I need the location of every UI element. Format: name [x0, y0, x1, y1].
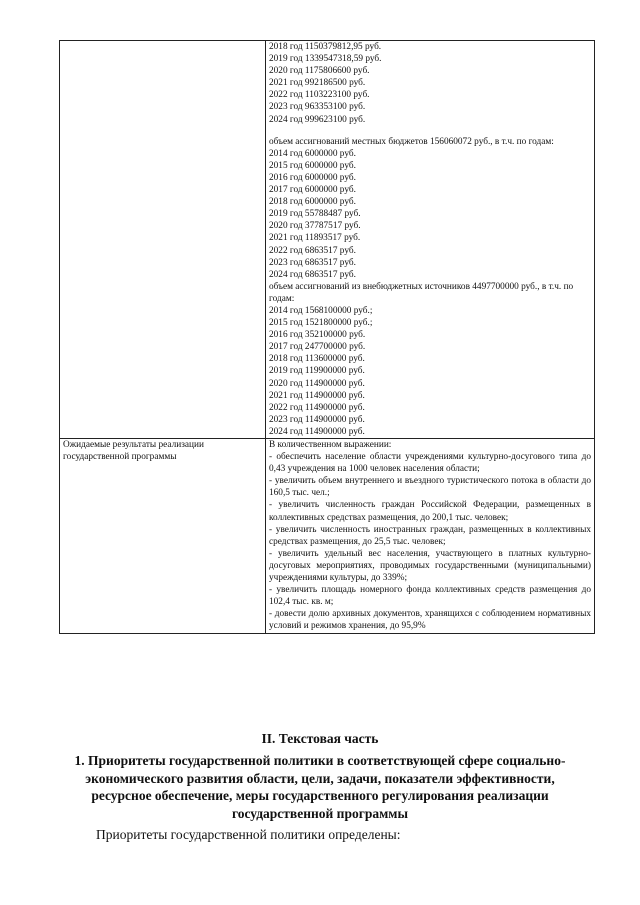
- result-item: - обеспечить население области учреждениями культурно-досугового типа до 0,43 учреждения на 1000 человек населения области;: [269, 452, 591, 475]
- program-passport-table: [59, 40, 595, 634]
- result-item: - увеличить удельный вес населения, участвующего в платных культурно-досуговых мероприятиях, проводимых государственными (муниципальными) учреждениями культуры, до 339%;: [269, 548, 591, 584]
- result-item: - довести долю архивных документов, хранящихся с соблюдением нормативных условий и режимов хранения, до 95,9%: [269, 609, 591, 632]
- year-line: 2021 год 114900000 руб.: [269, 390, 365, 401]
- year-line: 2015 год 6000000 руб.: [269, 160, 356, 171]
- local-budget-years: [269, 148, 591, 281]
- year-line: 2023 год 114900000 руб.: [269, 414, 365, 425]
- results-value-cell: [266, 439, 595, 634]
- results-list: [269, 451, 591, 632]
- sub-heading: 1. Приоритеты государственной политики в соответствующей сфере социально-экономического развития области, цели, задачи, показатели эффективности, ресурсное обеспечение, меры государственного регулирования реализации государственной программы: [74, 753, 566, 821]
- year-line: 2017 год 6000000 руб.: [269, 185, 356, 196]
- result-item: - увеличить численность иностранных граждан, размещенных в коллективных средствах размещения, до 25,5 тыс. человек;: [269, 524, 591, 547]
- spacer: [269, 126, 591, 136]
- year-line: 2020 год 114900000 руб.: [269, 378, 365, 389]
- results-row: [60, 439, 595, 634]
- year-line: 2020 год 1175806600 руб.: [269, 66, 370, 77]
- year-line: 2018 год 113600000 руб.: [269, 354, 365, 365]
- year-line: 2020 год 37787517 руб.: [269, 221, 361, 232]
- year-line: 2015 год 1521800000 руб.;: [269, 318, 373, 329]
- year-line: 2022 год 1103223100 руб.: [269, 90, 370, 101]
- result-item: - увеличить объем внутреннего и въездного туристического потока в области до 160,5 тыс. чел.;: [269, 476, 591, 499]
- year-line: 2021 год 992186500 руб.: [269, 78, 366, 89]
- year-line: 2024 год 114900000 руб.: [269, 426, 365, 437]
- extra-budget-years: [269, 305, 591, 438]
- year-line: 2018 год 1150379812,95 руб.: [269, 42, 382, 52]
- results-label: Ожидаемые результаты реализации государственной программы: [60, 439, 266, 634]
- year-line: 2021 год 11893517 руб.: [269, 233, 361, 244]
- paragraph-text: Приоритеты государственной политики определены:: [96, 827, 401, 842]
- funding-row: [60, 41, 595, 439]
- year-line: 2019 год 55788487 руб.: [269, 209, 361, 220]
- year-line: 2014 год 6000000 руб.: [269, 148, 356, 159]
- year-line: 2019 год 119900000 руб.: [269, 366, 365, 377]
- result-item: - увеличить численность граждан Российской Федерации, размещенных в коллективных средствах размещения, до 200,1 тыс. человек;: [269, 500, 591, 523]
- year-line: 2014 год 1568100000 руб.;: [269, 305, 373, 316]
- results-intro: В количественном выражении:: [269, 440, 392, 450]
- year-line: 2016 год 352100000 руб.: [269, 330, 366, 341]
- year-line: 2019 год 1339547318,59 руб.: [269, 54, 382, 65]
- year-line: 2017 год 247700000 руб.: [269, 342, 366, 353]
- result-item: - увеличить площадь номерного фонда коллективных средств размещения до 102,4 тыс. кв. м;: [269, 585, 591, 608]
- year-line: 2016 год 6000000 руб.: [269, 172, 356, 183]
- funding-label-cell: [60, 41, 266, 439]
- year-line: 2022 год 114900000 руб.: [269, 402, 365, 413]
- year-line: 2023 год 963353100 руб.: [269, 102, 366, 113]
- year-line: 2024 год 999623100 руб.: [269, 114, 366, 125]
- extra-budget-intro: объем ассигнований из внебюджетных источников 4497700000 руб., в т.ч. по годам:: [269, 281, 574, 304]
- year-line: 2023 год 6863517 руб.: [269, 257, 356, 268]
- year-line: 2022 год 6863517 руб.: [269, 245, 356, 256]
- section-title: II. Текстовая часть: [261, 731, 379, 746]
- regional-budget-years: [269, 41, 591, 126]
- year-line: 2018 год 6000000 руб.: [269, 197, 356, 208]
- funding-value-cell: [266, 41, 595, 439]
- local-budget-intro: объем ассигнований местных бюджетов 156060072 руб., в т.ч. по годам:: [269, 136, 554, 147]
- year-line: 2024 год 6863517 руб.: [269, 269, 356, 280]
